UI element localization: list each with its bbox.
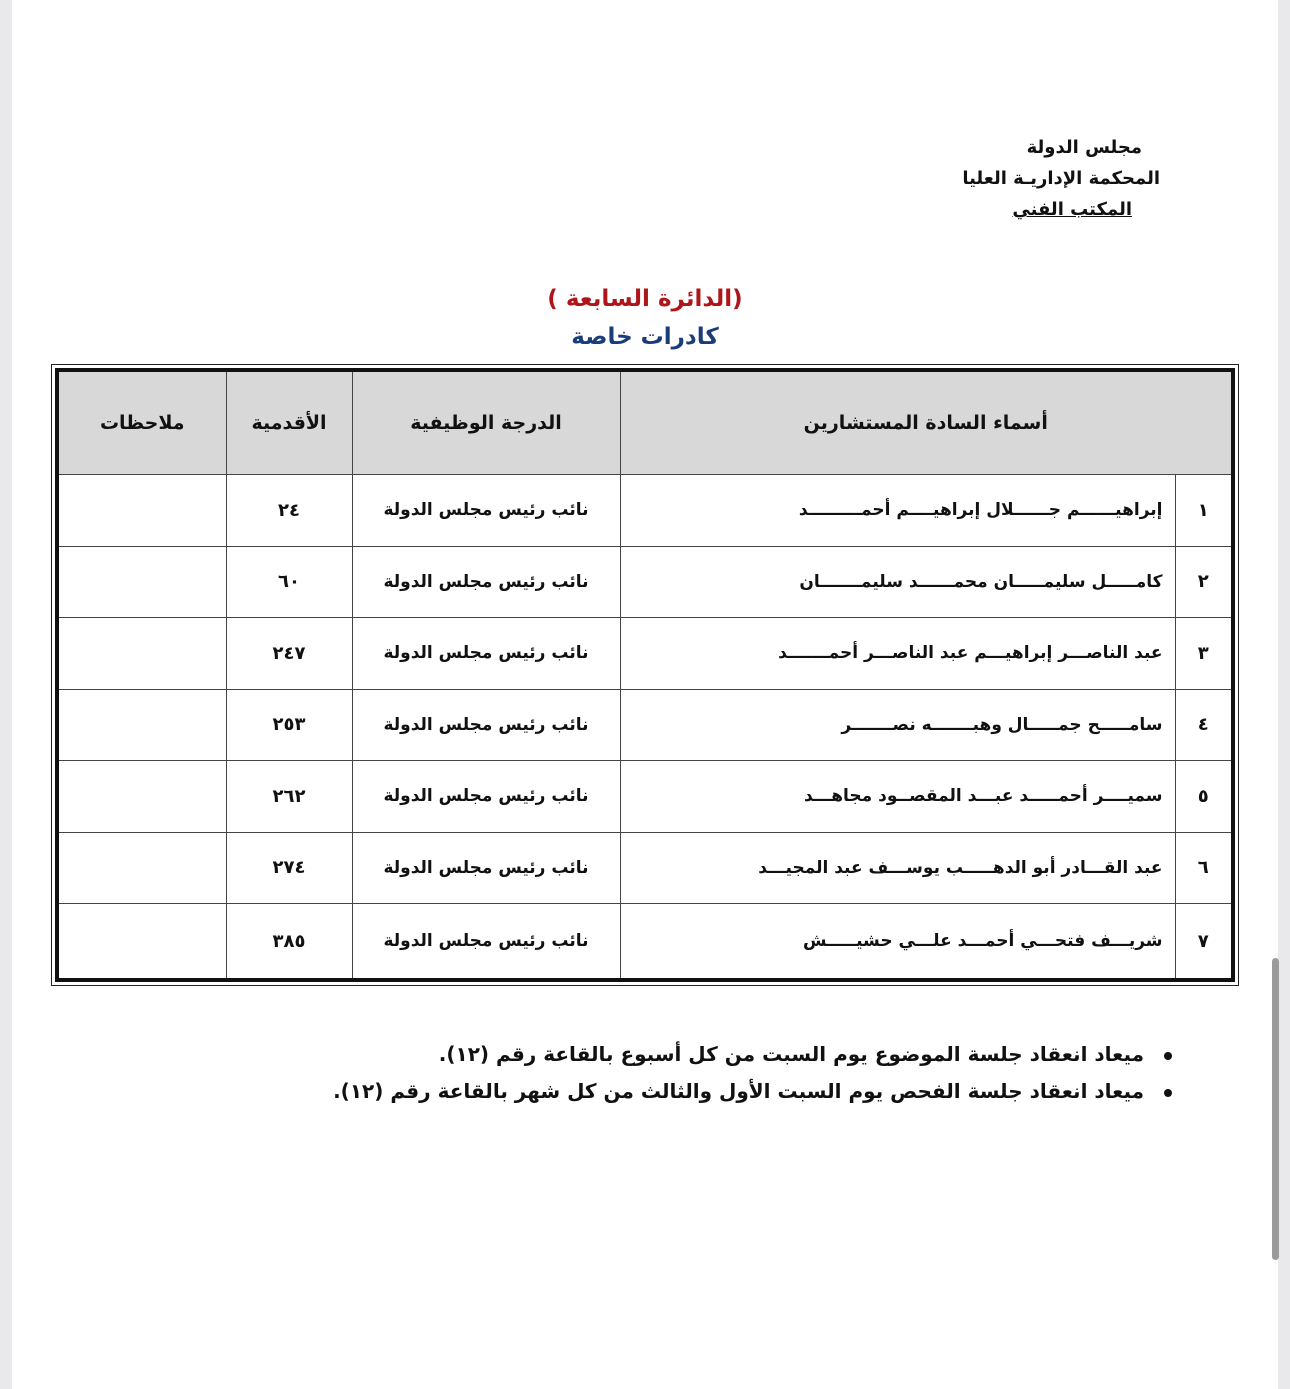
row-number: ٢ [1175,546,1233,618]
job-grade: نائب رئيس مجلس الدولة [352,546,620,618]
seniority-value: ٦٠ [226,546,352,618]
circuit-subtitle: كادرات خاصة [571,324,719,350]
session-notes [333,1036,1172,1110]
table-header-row [57,370,1233,475]
row-number: ١ [1175,475,1233,547]
counselor-name: سميــــر أحمـــــد عبـــد المقصــود مجاهـــد [620,761,1175,833]
counselor-name: سامـــــح جمـــــال وهبـــــــه نصـــــــر [620,689,1175,761]
header-seniority: الأقدمية [226,370,352,475]
counselors-table-frame [51,364,1239,986]
seniority-value: ٢٧٤ [226,832,352,904]
bullet-icon [1164,1052,1172,1060]
header-office: المكتب الفني [1012,199,1132,220]
remarks-cell [57,904,226,980]
header-council: مجلس الدولة [1026,137,1142,158]
remarks-cell [57,689,226,761]
row-number: ٤ [1175,689,1233,761]
seniority-value: ٢٦٢ [226,761,352,833]
job-grade: نائب رئيس مجلس الدولة [352,618,620,690]
header-court: المحكمة الإداريـة العليا [962,168,1160,189]
row-number: ٧ [1175,904,1233,980]
remarks-cell [57,761,226,833]
table-row [57,689,1233,761]
seniority-value: ٢٤٧ [226,618,352,690]
counselors-table [55,368,1235,982]
counselor-name: عبد الناصـــر إبراهيـــم عبد الناصـــر أحمـــــــد [620,618,1175,690]
circuit-title: (الدائرة السابعة ) [547,286,743,312]
note-text: ميعاد انعقاد جلسة الموضوع يوم السبت من كل أسبوع بالقاعة رقم (١٢). [438,1042,1144,1066]
counselor-name: إبراهيــــــم جــــــلال إبراهيــــم أحمـــــــــد [620,475,1175,547]
note-item [333,1073,1172,1110]
document-header [962,132,1160,225]
counselor-name: كامـــــل سليمـــــان محمــــــد سليمـــــــان [620,546,1175,618]
table-row [57,761,1233,833]
job-grade: نائب رئيس مجلس الدولة [352,904,620,980]
scrollbar[interactable] [1272,958,1279,1260]
table-row [57,475,1233,547]
table-row [57,832,1233,904]
bullet-icon [1164,1089,1172,1097]
table-row [57,546,1233,618]
table-row [57,904,1233,980]
note-item [333,1036,1172,1073]
counselor-name: عبد القـــادر أبو الدهـــــب يوســـف عبد المجيـــد [620,832,1175,904]
remarks-cell [57,832,226,904]
job-grade: نائب رئيس مجلس الدولة [352,832,620,904]
seniority-value: ٢٥٣ [226,689,352,761]
row-number: ٥ [1175,761,1233,833]
row-number: ٣ [1175,618,1233,690]
counselor-name: شريـــف فتحـــي أحمـــد علـــي حشيـــــش [620,904,1175,980]
remarks-cell [57,475,226,547]
header-grade: الدرجة الوظيفية [352,370,620,475]
table-row [57,618,1233,690]
job-grade: نائب رئيس مجلس الدولة [352,689,620,761]
note-text: ميعاد انعقاد جلسة الفحص يوم السبت الأول والثالث من كل شهر بالقاعة رقم (١٢). [333,1079,1144,1103]
job-grade: نائب رئيس مجلس الدولة [352,475,620,547]
seniority-value: ٢٤ [226,475,352,547]
header-remarks: ملاحظات [57,370,226,475]
row-number: ٦ [1175,832,1233,904]
remarks-cell [57,546,226,618]
job-grade: نائب رئيس مجلس الدولة [352,761,620,833]
remarks-cell [57,618,226,690]
seniority-value: ٣٨٥ [226,904,352,980]
header-names: أسماء السادة المستشارين [620,370,1233,475]
